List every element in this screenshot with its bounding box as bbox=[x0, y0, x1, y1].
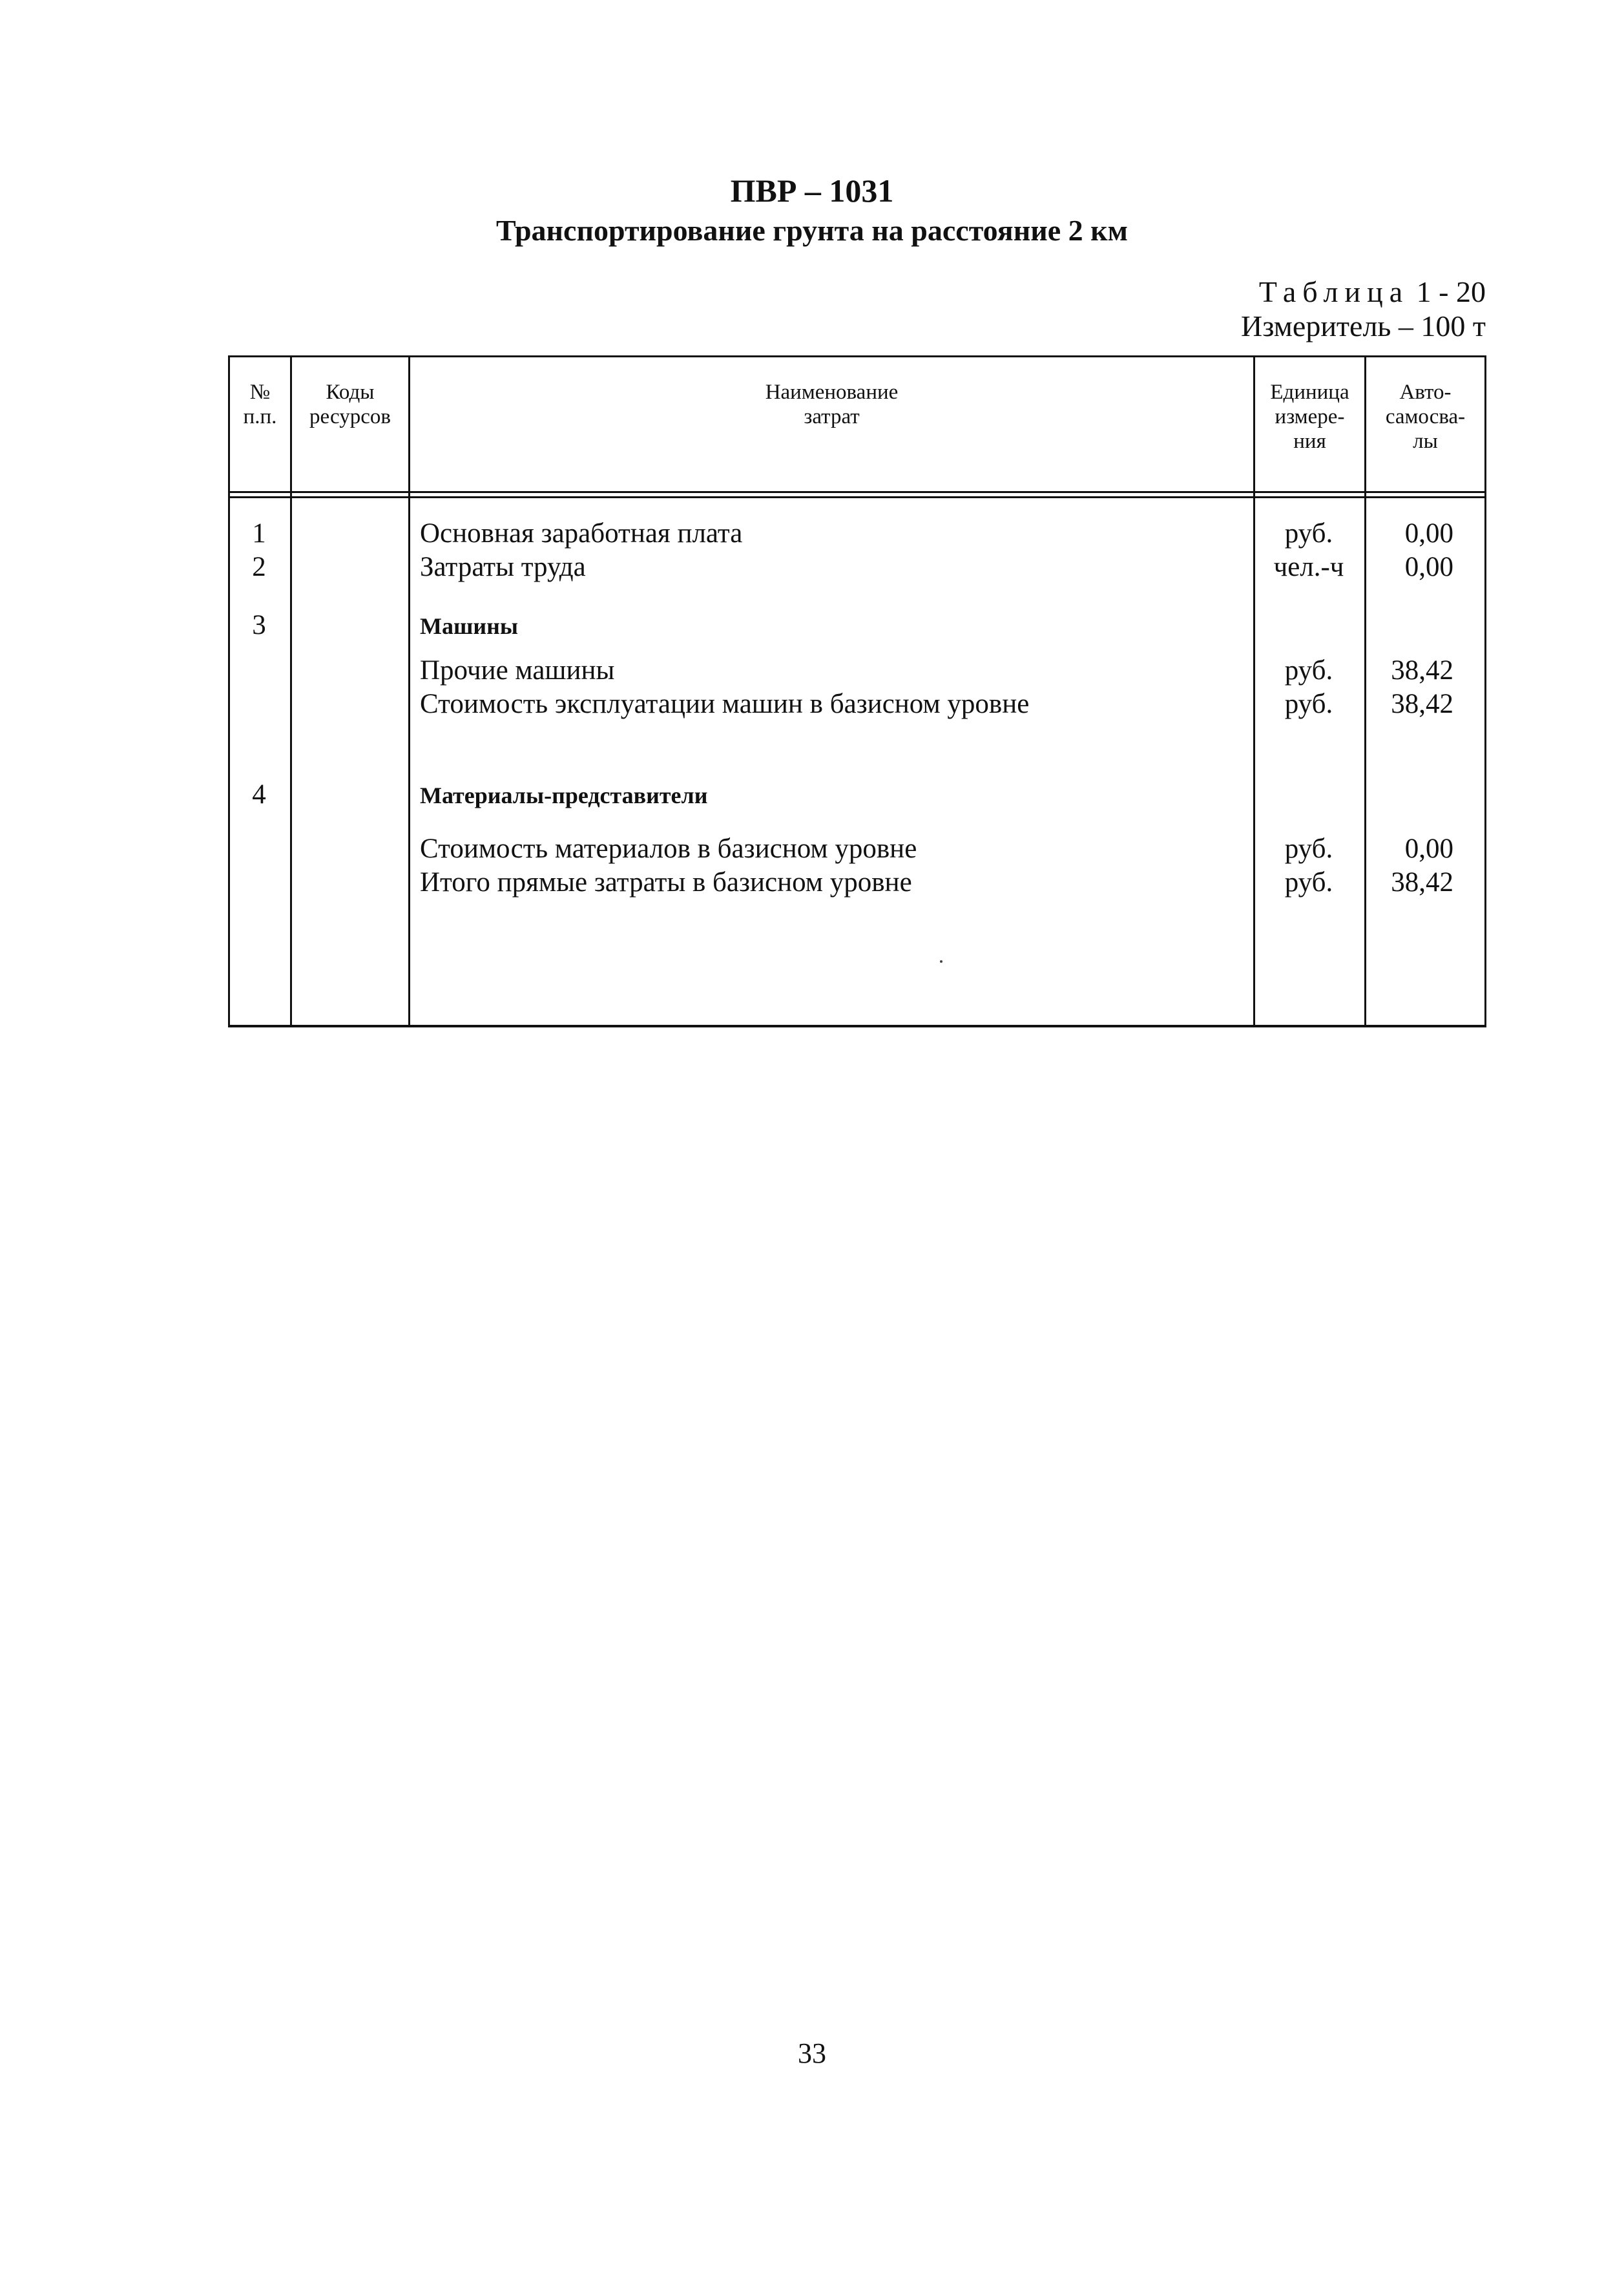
dump-truck-value: 38,42 bbox=[1391, 689, 1453, 719]
cost-name: Прочие машины bbox=[420, 655, 615, 686]
dump-truck-value: 0,00 bbox=[1404, 518, 1453, 549]
dump-truck-value: 38,42 bbox=[1391, 867, 1453, 898]
page-number: 33 bbox=[798, 2037, 826, 2069]
unit-of-measure: чел.-ч bbox=[1273, 552, 1344, 582]
header-divider bbox=[228, 496, 1486, 498]
cost-name: Стоимость материалов в базисном уровне bbox=[420, 834, 917, 864]
cost-name: Стоимость эксплуатации машин в базисном уровне bbox=[420, 689, 1030, 719]
document-title: Транспортирование грунта на расстояние 2 км bbox=[496, 214, 1128, 247]
cost-name: Итого прямые затраты в базисном уровне bbox=[420, 867, 912, 898]
document-code: ПВР – 1031 bbox=[730, 173, 894, 209]
unit-of-measure: руб. bbox=[1284, 834, 1333, 864]
unit-of-measure: руб. bbox=[1284, 518, 1333, 549]
unit-of-measure: руб. bbox=[1284, 689, 1333, 719]
unit-of-measure: руб. bbox=[1284, 867, 1333, 898]
table-number: 1 - 20 bbox=[1416, 275, 1486, 308]
table-word: Таблица bbox=[1258, 275, 1410, 308]
column-divider bbox=[290, 355, 292, 1027]
header-name: Наименование затрат bbox=[765, 381, 899, 428]
scan-speck bbox=[940, 960, 942, 963]
section-heading-materials: Материалы-представители bbox=[420, 783, 708, 808]
header-unit: Единица измере- ния bbox=[1270, 381, 1349, 453]
table-label bbox=[1259, 275, 1486, 309]
cost-name: Основная заработная плата bbox=[420, 518, 743, 549]
row-number: 1 bbox=[252, 518, 266, 549]
dump-truck-value: 38,42 bbox=[1391, 655, 1453, 686]
measure-unit: Измеритель – 100 т bbox=[1241, 310, 1486, 342]
header-number: № п.п. bbox=[243, 381, 277, 428]
row-number: 4 bbox=[252, 779, 266, 810]
header-codes: Коды ресурсов bbox=[309, 381, 391, 428]
row-number: 3 bbox=[252, 610, 266, 640]
dump-truck-value: 0,00 bbox=[1404, 834, 1453, 864]
unit-of-measure: руб. bbox=[1284, 655, 1333, 686]
row-number: 2 bbox=[252, 552, 266, 582]
column-divider bbox=[408, 355, 410, 1027]
section-heading-machines: Машины bbox=[420, 613, 518, 639]
dump-truck-value: 0,00 bbox=[1404, 552, 1453, 582]
header-dump-trucks: Авто- самосва- лы bbox=[1385, 381, 1466, 453]
cost-name: Затраты труда bbox=[420, 552, 586, 582]
